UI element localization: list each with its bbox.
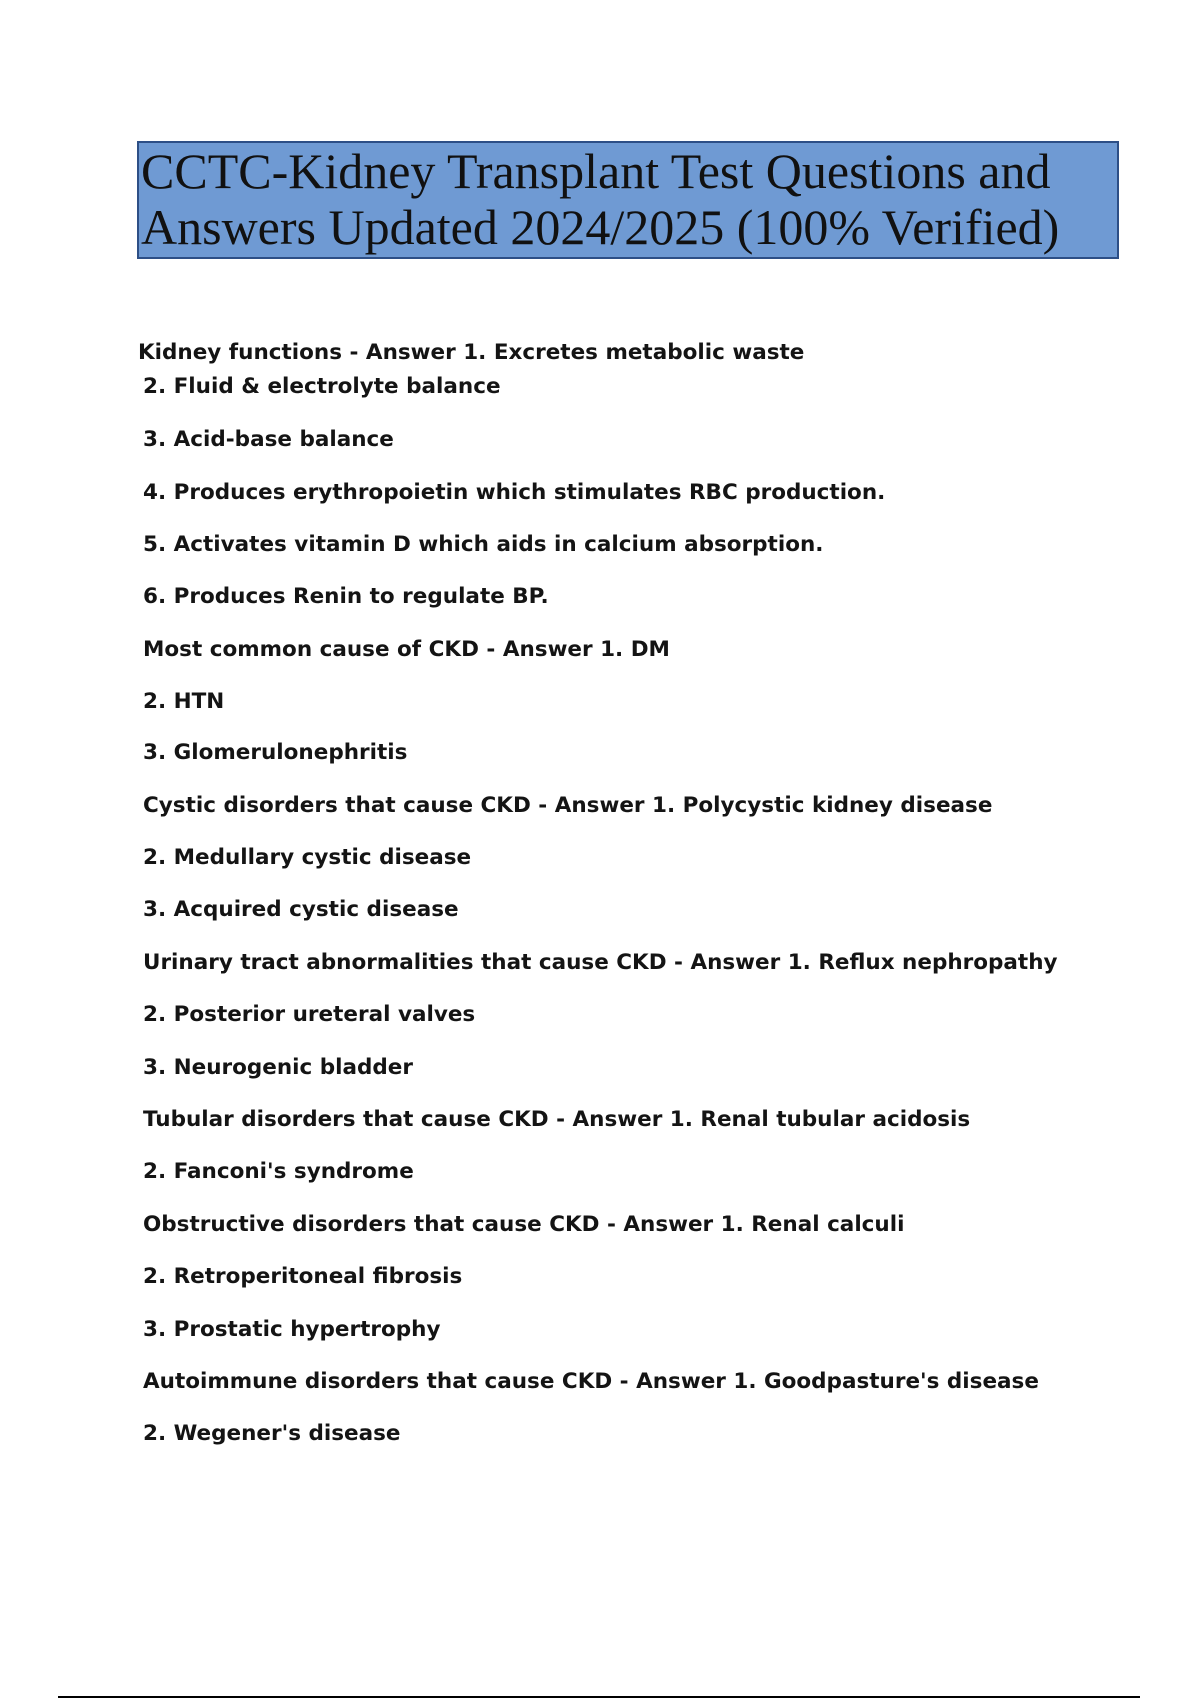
- question-autoimmune-disorders: Autoimmune disorders that cause CKD - Answer 1. Goodpasture's disease: [143, 1369, 1039, 1394]
- answer-line: 5. Activates vitamin D which aids in calcium absorption.: [143, 532, 824, 557]
- answer-line: 3. Neurogenic bladder: [143, 1055, 413, 1080]
- answer-line: 2. Fluid & electrolyte balance: [143, 374, 501, 399]
- answer-line: 3. Acid-base balance: [143, 427, 394, 452]
- document-title-line-1: CCTC-Kidney Transplant Test Questions and: [141, 143, 1051, 199]
- answer-line: 2. Medullary cystic disease: [143, 845, 472, 870]
- answer-line: 6. Produces Renin to regulate BP.: [143, 584, 549, 609]
- question-urinary-tract-abnormalities: Urinary tract abnormalities that cause CKD - Answer 1. Reflux nephropathy: [143, 950, 1058, 975]
- question-kidney-functions: Kidney functions - Answer 1. Excretes metabolic waste: [138, 340, 805, 365]
- document-title-line-2: Answers Updated 2024/2025 (100% Verified): [141, 199, 1060, 255]
- answer-line: 2. Retroperitoneal fibrosis: [143, 1264, 463, 1289]
- page-bottom-rule: [58, 1696, 1140, 1698]
- question-obstructive-disorders: Obstructive disorders that cause CKD - Answer 1. Renal calculi: [143, 1212, 905, 1237]
- answer-line: 2. HTN: [143, 689, 225, 714]
- question-tubular-disorders: Tubular disorders that cause CKD - Answer 1. Renal tubular acidosis: [143, 1107, 971, 1132]
- answer-line: 4. Produces erythropoietin which stimulates RBC production.: [143, 480, 886, 505]
- answer-line: 2. Posterior ureteral valves: [143, 1002, 476, 1027]
- answer-line: 2. Fanconi's syndrome: [143, 1159, 414, 1184]
- answer-line: 3. Prostatic hypertrophy: [143, 1317, 441, 1342]
- answer-line: 2. Wegener's disease: [143, 1421, 401, 1446]
- question-cystic-disorders: Cystic disorders that cause CKD - Answer 1. Polycystic kidney disease: [143, 793, 993, 818]
- answer-line: 3. Acquired cystic disease: [143, 897, 459, 922]
- question-common-cause-ckd: Most common cause of CKD - Answer 1. DM: [143, 637, 670, 662]
- answer-line: 3. Glomerulonephritis: [143, 740, 408, 765]
